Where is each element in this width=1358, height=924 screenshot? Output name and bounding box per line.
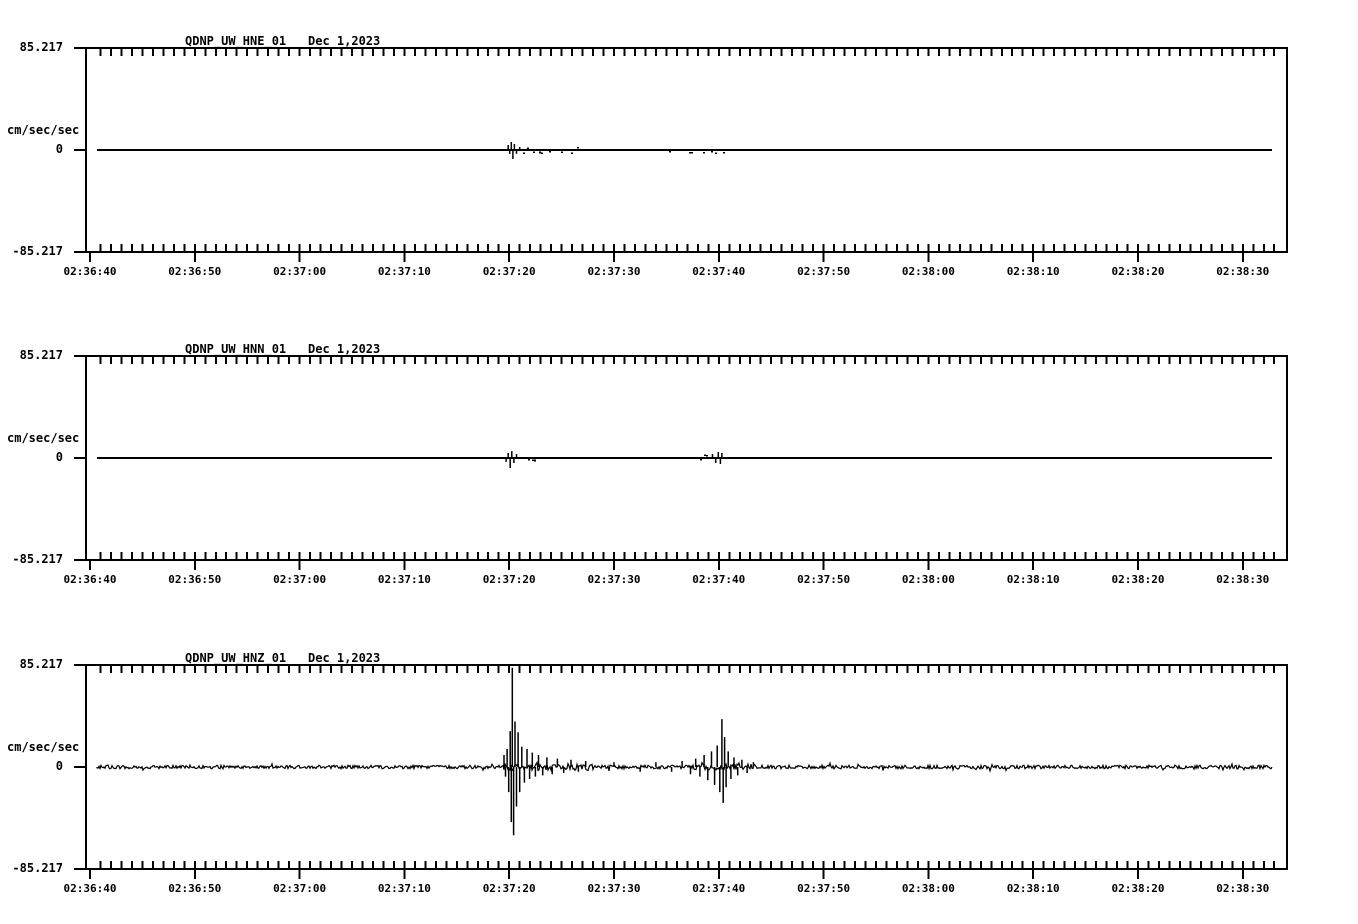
x-axis-labels — [0, 573, 1358, 587]
y-axis-max-label: 85.217 — [19, 40, 63, 54]
x-tick-label: 02:37:50 — [797, 573, 851, 586]
panel-title-date: Dec 1,2023 — [308, 651, 381, 665]
x-tick-label: 02:37:10 — [377, 265, 431, 278]
seismogram-panel-hnz — [0, 651, 1358, 911]
x-tick-label: 02:38:00 — [901, 573, 955, 586]
panel-title-station: QDNP_UW_HNZ_01 — [185, 651, 287, 665]
y-axis-max-label: 85.217 — [19, 348, 63, 362]
x-tick-label: 02:38:30 — [1216, 265, 1270, 278]
x-tick-label: 02:36:50 — [168, 265, 222, 278]
y-axis-min-label: -85.217 — [12, 244, 63, 258]
y-axis-units-label: cm/sec/sec — [7, 740, 80, 754]
x-tick-label: 02:37:20 — [482, 573, 536, 586]
x-tick-label: 02:36:40 — [63, 882, 117, 895]
y-axis-zero-label: 0 — [55, 142, 63, 156]
seismogram-panel-hnn — [0, 342, 1358, 602]
y-axis-min-label: -85.217 — [12, 861, 63, 875]
x-tick-label: 02:37:30 — [587, 882, 641, 895]
y-axis-units-label: cm/sec/sec — [7, 123, 80, 137]
x-tick-label: 02:37:10 — [377, 573, 431, 586]
x-tick-label: 02:37:50 — [797, 882, 851, 895]
x-tick-label: 02:37:00 — [273, 265, 327, 278]
x-tick-label: 02:38:20 — [1111, 573, 1165, 586]
x-tick-label: 02:38:30 — [1216, 882, 1270, 895]
x-axis-labels — [0, 265, 1358, 279]
x-tick-label: 02:38:10 — [1006, 882, 1060, 895]
x-tick-label: 02:37:30 — [587, 573, 641, 586]
panel-title-station: QDNP_UW_HNN_01 — [185, 342, 287, 356]
x-tick-label: 02:37:00 — [273, 573, 327, 586]
x-tick-label: 02:37:40 — [692, 882, 746, 895]
x-tick-label: 02:36:50 — [168, 573, 222, 586]
x-tick-label: 02:36:40 — [63, 573, 117, 586]
x-tick-label: 02:38:10 — [1006, 573, 1060, 586]
x-tick-label: 02:38:20 — [1111, 882, 1165, 895]
x-tick-label: 02:38:30 — [1216, 573, 1270, 586]
x-tick-label: 02:37:10 — [377, 882, 431, 895]
y-axis-units-label: cm/sec/sec — [7, 431, 80, 445]
x-tick-label: 02:37:20 — [482, 882, 536, 895]
x-tick-label: 02:36:40 — [63, 265, 117, 278]
y-axis-max-label: 85.217 — [19, 657, 63, 671]
x-tick-label: 02:36:50 — [168, 882, 222, 895]
waveform-plot-hnz — [0, 663, 1358, 885]
panel-title-date: Dec 1,2023 — [308, 34, 381, 48]
x-tick-label: 02:37:40 — [692, 265, 746, 278]
x-tick-label: 02:38:00 — [901, 265, 955, 278]
waveform-plot-hne — [0, 46, 1358, 268]
x-tick-label: 02:37:40 — [692, 573, 746, 586]
waveform-plot-hnn — [0, 354, 1358, 576]
y-axis-zero-label: 0 — [55, 759, 63, 773]
x-tick-label: 02:38:20 — [1111, 265, 1165, 278]
x-tick-label: 02:37:30 — [587, 265, 641, 278]
panel-title-station: QDNP_UW_HNE_01 — [185, 34, 287, 48]
seismogram-panel-hne — [0, 34, 1358, 294]
y-axis-min-label: -85.217 — [12, 552, 63, 566]
x-tick-label: 02:38:00 — [901, 882, 955, 895]
y-axis-zero-label: 0 — [55, 450, 63, 464]
x-tick-label: 02:37:00 — [273, 882, 327, 895]
x-tick-label: 02:37:50 — [797, 265, 851, 278]
x-tick-label: 02:37:20 — [482, 265, 536, 278]
x-tick-label: 02:38:10 — [1006, 265, 1060, 278]
panel-title-date: Dec 1,2023 — [308, 342, 381, 356]
x-axis-labels — [0, 882, 1358, 896]
